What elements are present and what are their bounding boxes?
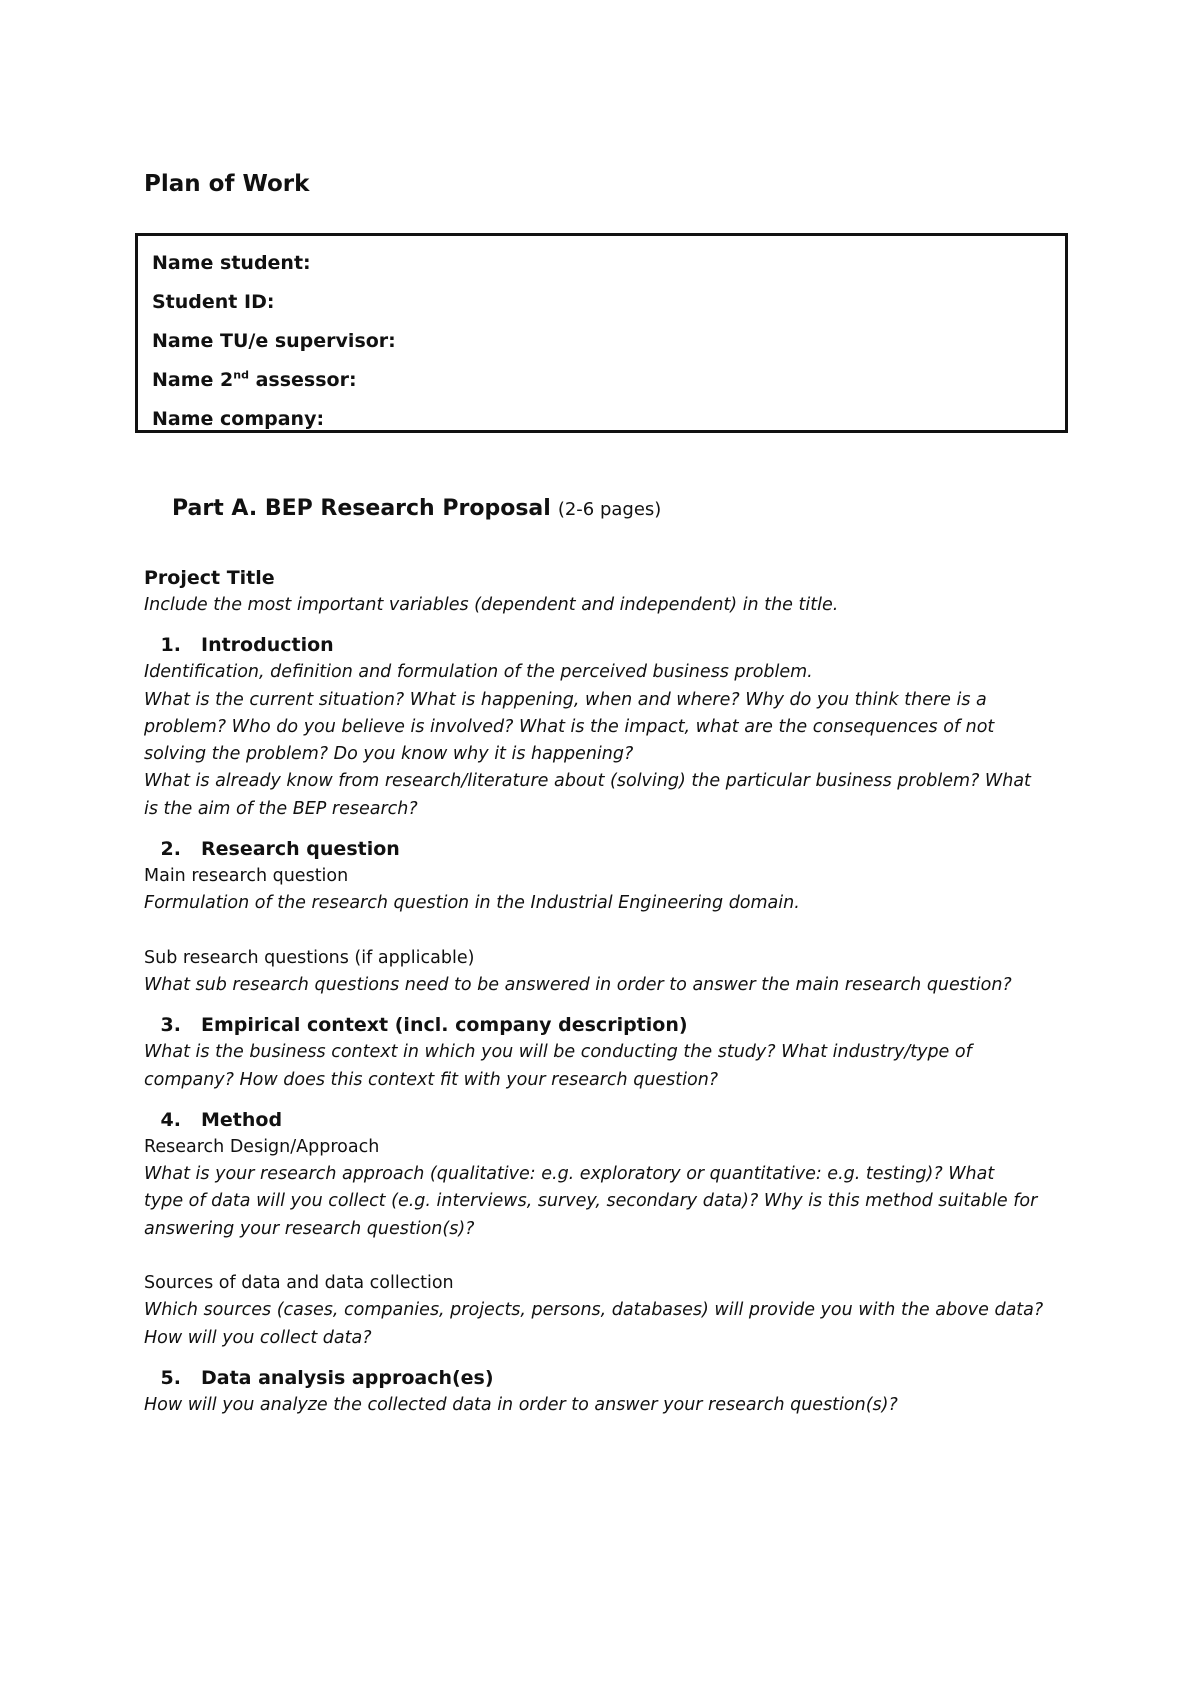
research-design-label: Research Design/Approach <box>144 1136 380 1157</box>
name-student-label: Name student: <box>152 252 311 274</box>
project-title-text: Include the most important variables (dependent and independent) in the title. <box>144 595 839 615</box>
data-sources-label: Sources of data and data collection <box>144 1273 454 1294</box>
student-id-label: Student ID: <box>152 291 275 313</box>
research-design-text: What is your research approach (qualitative: e.g. exploratory or quantitative: e.g. testing)? What type of data will you collect (e.g. interviews, survey, secondary data)? Why is this method suitable for answering your research question(s)? <box>144 1164 1038 1239</box>
section-introduction-heading: 1. Introduction <box>160 634 334 657</box>
section-method-heading: 4. Method <box>160 1108 283 1131</box>
section-research-question-heading: 2. Research question <box>160 838 400 861</box>
supervisor-label: Name TU/e supervisor: <box>152 330 396 352</box>
section-data-analysis-text: How will you analyze the collected data in order to answer your research question(s)? <box>144 1394 898 1415</box>
second-assessor-label: Name 2nd assessor: <box>152 368 357 391</box>
pages-note: (2-6 pages) <box>557 499 662 520</box>
section-empirical-context-text: What is the business context in which you will be conducting the study? What industry/type of company? How does this context fit with your research question? <box>144 1042 972 1090</box>
section-empirical-context-heading: 3. Empirical context (incl. company description) <box>160 1014 688 1037</box>
main-research-question-label: Main research question <box>144 866 349 887</box>
project-title-heading: Project Title <box>144 567 275 589</box>
part-a-title: Part A. BEP Research Proposal (2-6 pages) <box>172 496 662 521</box>
main-research-question-text: Formulation of the research question in the Industrial Engineering domain. <box>144 893 800 914</box>
page-title: Plan of Work <box>144 171 310 197</box>
company-label: Name company: <box>152 408 325 430</box>
sub-research-questions-label: Sub research questions (if applicable) <box>144 947 475 968</box>
sub-research-questions-text: What sub research questions need to be answered in order to answer the main research question? <box>144 974 1012 995</box>
student-info-box <box>135 233 1068 433</box>
section-data-analysis-heading: 5. Data analysis approach(es) <box>160 1366 494 1389</box>
proposal-content <box>144 565 1069 1419</box>
section-introduction-text: Identification, definition and formulation of the perceived business problem. What is the current situation? What is happening, when and where? Why do you think there is a problem? Who do you believe is involved? What is the impact, what are the consequences of not solving the problem? Do you know why it is happening? What is already know from research/literature about (solving) the particular business problem? What is the aim of the BEP research? <box>144 662 1031 819</box>
data-sources-text: Which sources (cases, companies, projects, persons, databases) will provide you with the above data? How will you collect data? <box>144 1300 1044 1348</box>
